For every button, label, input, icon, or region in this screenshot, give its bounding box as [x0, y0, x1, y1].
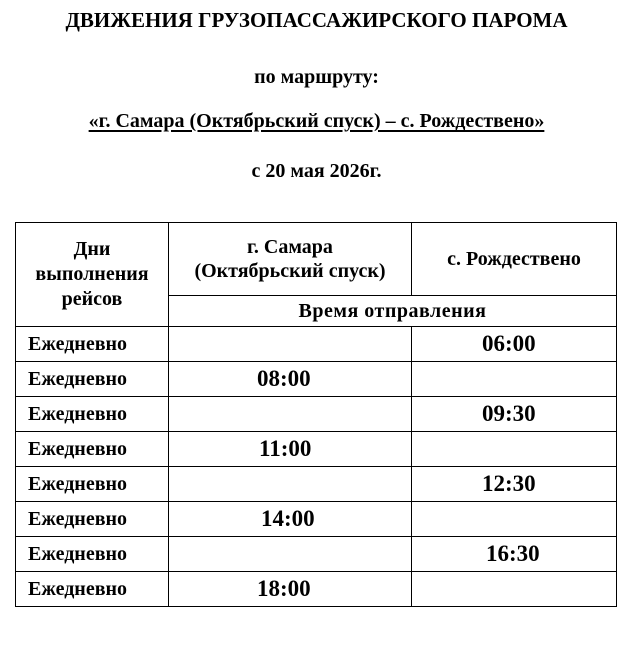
day-cell: Ежедневно — [16, 327, 169, 362]
header-days-line3: рейсов — [61, 288, 123, 310]
route-name: «г. Самара (Октябрьский спуск) – с. Рождествено» — [88, 110, 545, 132]
header-days — [16, 223, 169, 327]
samara-time-cell: 08:00 — [169, 362, 412, 397]
day-cell: Ежедневно — [16, 397, 169, 432]
rozhdestveno-time-cell — [412, 362, 617, 397]
header-rozhdestveno: с. Рождествено — [412, 223, 617, 296]
day-cell: Ежедневно — [16, 432, 169, 467]
rozhdestveno-time-cell: 12:30 — [412, 467, 617, 502]
day-cell: Ежедневно — [16, 467, 169, 502]
header-samara — [169, 223, 412, 296]
table-row — [16, 467, 617, 502]
effective-date: с 20 мая 2026г. — [251, 160, 382, 182]
samara-time-cell — [169, 467, 412, 502]
header-samara-line1: г. Самара — [247, 236, 333, 258]
header-days-line2: выполнения — [35, 263, 149, 285]
schedule-table — [15, 222, 617, 607]
rozhdestveno-time-cell: 06:00 — [412, 327, 617, 362]
header-departure-time: Время отправления — [169, 296, 617, 327]
day-cell: Ежедневно — [16, 502, 169, 537]
header-days-line1: Дни — [73, 238, 111, 260]
table-row — [16, 397, 617, 432]
header-samara-line2: (Октябрьский спуск) — [194, 260, 386, 282]
samara-time-cell: 11:00 — [169, 432, 412, 467]
day-cell: Ежедневно — [16, 537, 169, 572]
samara-time-cell: 18:00 — [169, 572, 412, 607]
samara-time-cell: 14:00 — [169, 502, 412, 537]
table-row — [16, 432, 617, 467]
rozhdestveno-time-cell: 09:30 — [412, 397, 617, 432]
day-cell: Ежедневно — [16, 572, 169, 607]
rozhdestveno-time-cell — [412, 432, 617, 467]
table-row — [16, 362, 617, 397]
samara-time-cell — [169, 397, 412, 432]
rozhdestveno-time-cell — [412, 572, 617, 607]
day-cell: Ежедневно — [16, 362, 169, 397]
table-row — [16, 327, 617, 362]
table-row — [16, 537, 617, 572]
rozhdestveno-time-cell: 16:30 — [412, 537, 617, 572]
rozhdestveno-time-cell — [412, 502, 617, 537]
route-caption: по маршруту: — [254, 66, 379, 88]
table-row — [16, 572, 617, 607]
samara-time-cell — [169, 327, 412, 362]
page-title: ДВИЖЕНИЯ ГРУЗОПАССАЖИРСКОГО ПАРОМА — [65, 8, 568, 32]
table-row — [16, 502, 617, 537]
samara-time-cell — [169, 537, 412, 572]
